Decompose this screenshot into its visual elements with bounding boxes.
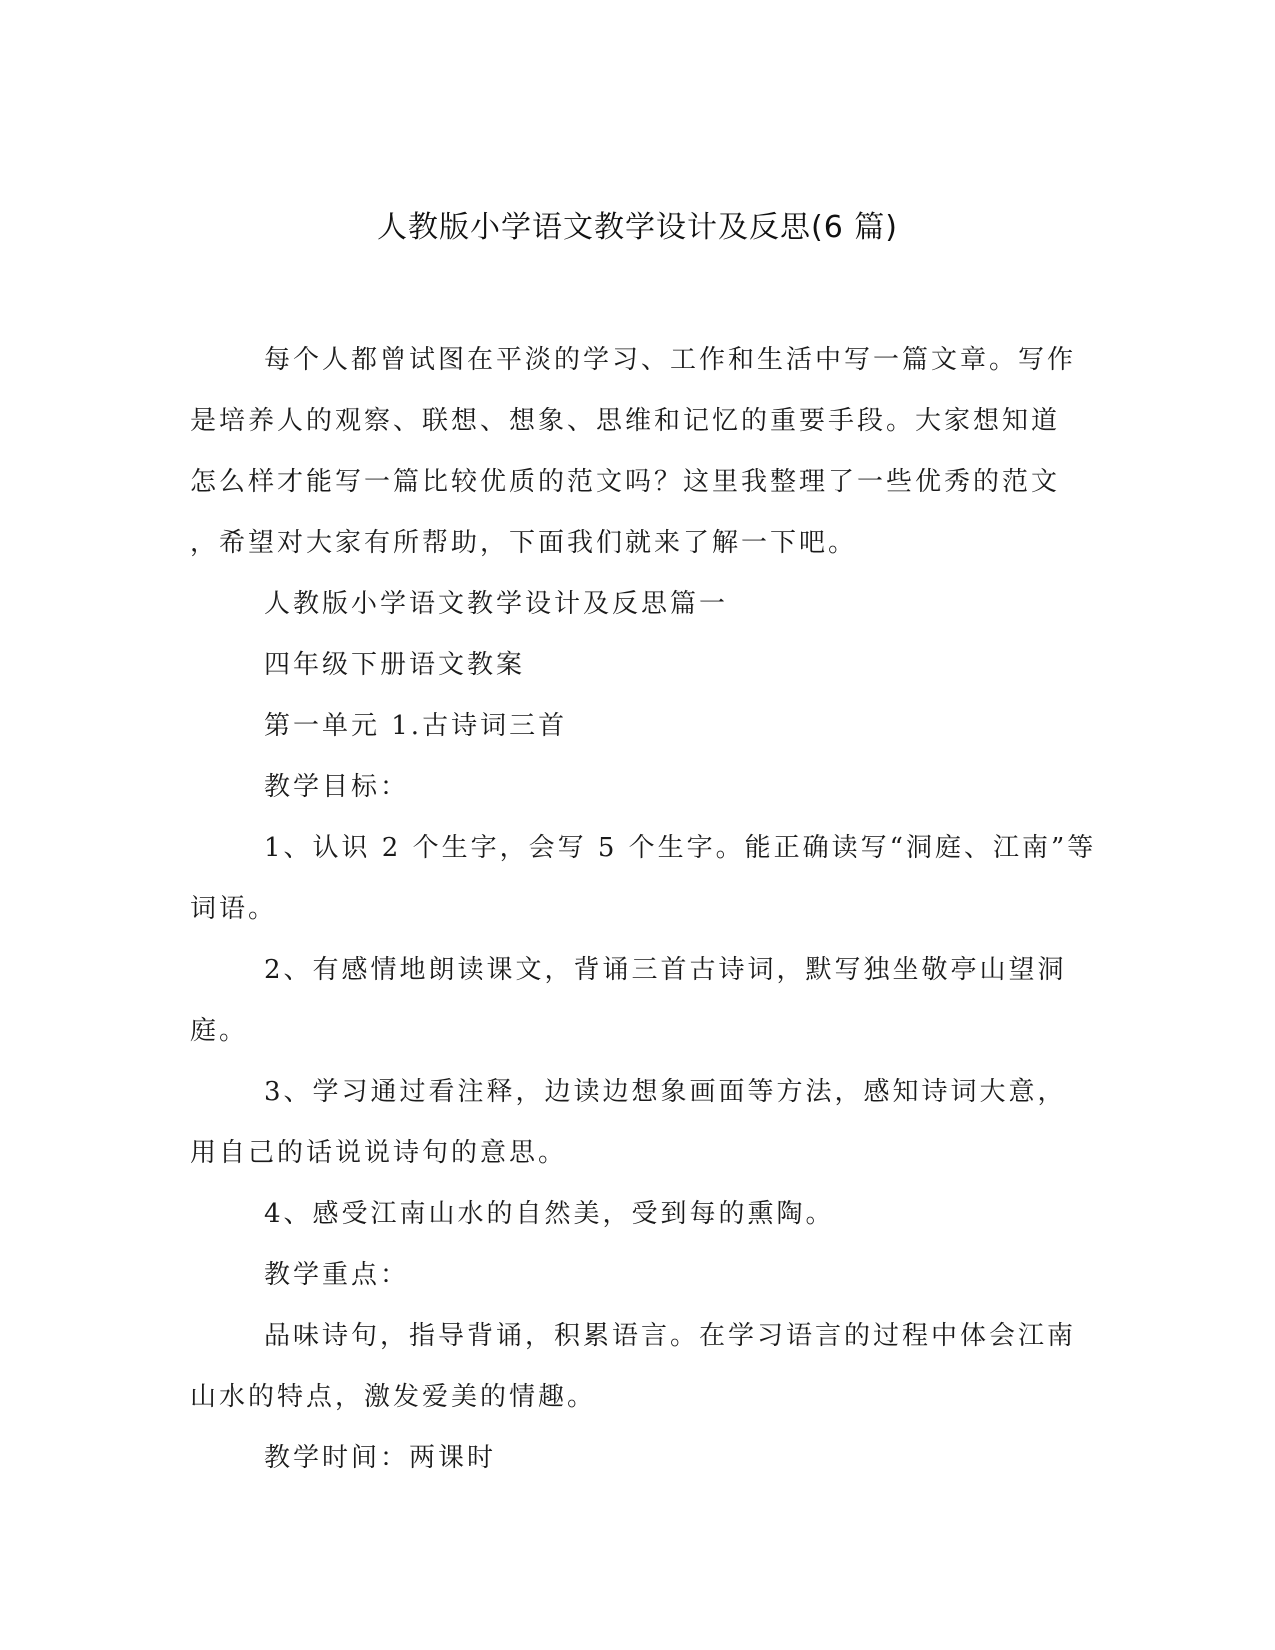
body-line: 1、认识 2 个生字，会写 5 个生字。能正确读写“洞庭、江南”等	[264, 833, 1097, 863]
body-line: 第一单元 1.古诗词三首	[264, 711, 568, 741]
body-line: 3、学习通过看注释，边读边想象画面等方法，感知诗词大意，	[264, 1077, 1067, 1107]
body-line: 词语。	[190, 894, 278, 924]
body-line: ，希望对大家有所帮助，下面我们就来了解一下吧。	[190, 528, 858, 558]
body-line: 2、有感情地朗读课文，背诵三首古诗词，默写独坐敬亭山望洞	[264, 955, 1067, 985]
body-line: 庭。	[190, 1016, 249, 1046]
body-line: 四年级下册语文教案	[264, 650, 526, 680]
body-line: 品味诗句，指导背诵，积累语言。在学习语言的过程中体会江南	[264, 1321, 1077, 1351]
body-line: 教学重点：	[264, 1260, 410, 1290]
body-line: 每个人都曾试图在平淡的学习、工作和生活中写一篇文章。写作	[264, 345, 1077, 375]
body-line: 教学时间：两课时	[264, 1443, 497, 1473]
body-line: 人教版小学语文教学设计及反思篇一	[264, 589, 729, 619]
body-line: 是培养人的观察、联想、想象、思维和记忆的重要手段。大家想知道	[190, 406, 1061, 436]
body-line: 怎么样才能写一篇比较优质的范文吗？这里我整理了一些优秀的范文	[190, 467, 1061, 497]
document-body	[190, 330, 1097, 1489]
document-title: 人教版小学语文教学设计及反思(6 篇)	[376, 210, 899, 245]
body-line: 4、感受江南山水的自然美，受到每的熏陶。	[264, 1199, 835, 1229]
body-line: 山水的特点，激发爱美的情趣。	[190, 1382, 597, 1412]
body-line: 用自己的话说说诗句的意思。	[190, 1138, 568, 1168]
body-line: 教学目标：	[264, 772, 410, 802]
